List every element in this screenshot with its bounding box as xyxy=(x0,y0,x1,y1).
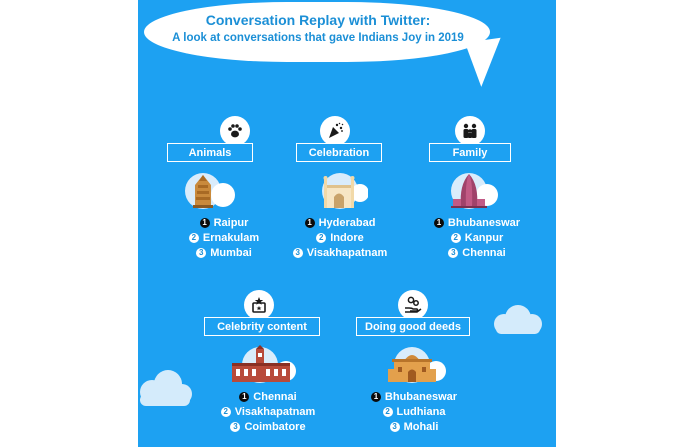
giving-hand-icon xyxy=(398,290,428,320)
category-label-animals: Animals xyxy=(167,143,253,162)
rank-list-celebrity-content xyxy=(208,389,328,434)
list-item xyxy=(208,419,328,434)
city-name: Ludhiana xyxy=(396,405,446,418)
rank-number: 3 xyxy=(390,422,400,432)
cloud-decoration-left xyxy=(138,366,196,410)
page-title: Conversation Replay with Twitter: xyxy=(205,12,431,28)
rank-number: 3 xyxy=(293,248,303,258)
city-name: Chennai xyxy=(462,246,506,259)
list-item xyxy=(164,230,284,245)
category-celebrity-content xyxy=(204,290,324,447)
list-item xyxy=(417,245,537,260)
city-name: Raipur xyxy=(213,216,249,229)
rank-list-doing-good-deeds xyxy=(354,389,474,434)
rank-number: 1 xyxy=(200,218,210,228)
city-name: Kanpur xyxy=(464,231,504,244)
lingaraj-temple-icon xyxy=(443,171,501,211)
rank-number: 3 xyxy=(230,422,240,432)
rank-number: 1 xyxy=(434,218,444,228)
charminar-icon xyxy=(310,171,368,211)
category-label-celebrity-content: Celebrity content xyxy=(204,317,320,336)
rank-number: 1 xyxy=(239,392,249,402)
category-label-family: Family xyxy=(429,143,511,162)
list-item xyxy=(208,404,328,419)
category-animals xyxy=(167,116,287,276)
family-icon xyxy=(455,116,485,146)
palace-icon xyxy=(382,345,448,385)
party-popper-icon xyxy=(320,116,350,146)
central-station-icon xyxy=(228,345,298,385)
list-item xyxy=(354,389,474,404)
rank-list-celebration xyxy=(280,215,400,260)
rank-number: 2 xyxy=(221,407,231,417)
rank-number: 2 xyxy=(451,233,461,243)
rank-number: 2 xyxy=(316,233,326,243)
list-item xyxy=(280,245,400,260)
temple-icon xyxy=(181,171,239,211)
city-name: Ernakulam xyxy=(202,231,260,244)
list-item xyxy=(417,215,537,230)
rank-number: 1 xyxy=(305,218,315,228)
rank-number: 2 xyxy=(383,407,393,417)
list-item xyxy=(208,389,328,404)
rank-list-family xyxy=(417,215,537,260)
city-name: Bhubaneswar xyxy=(384,390,458,403)
city-name: Visakhapatnam xyxy=(306,246,388,259)
list-item xyxy=(354,419,474,434)
city-name: Coimbatore xyxy=(244,420,306,433)
category-label-celebration: Celebration xyxy=(296,143,382,162)
rank-number: 3 xyxy=(196,248,206,258)
category-family xyxy=(421,116,541,276)
city-name: Bhubaneswar xyxy=(447,216,521,229)
city-name: Mumbai xyxy=(210,246,252,259)
city-name: Indore xyxy=(330,231,364,244)
paw-icon xyxy=(220,116,250,146)
rank-number: 2 xyxy=(189,233,199,243)
category-label-doing-good-deeds: Doing good deeds xyxy=(356,317,470,336)
rank-number: 3 xyxy=(448,248,458,258)
list-item xyxy=(280,230,400,245)
list-item xyxy=(164,245,284,260)
star-screen-icon xyxy=(244,290,274,320)
list-item xyxy=(417,230,537,245)
cloud-decoration-right xyxy=(486,302,546,338)
rank-list-animals xyxy=(164,215,284,260)
rank-number: 1 xyxy=(371,392,381,402)
infographic-poster xyxy=(138,0,556,447)
category-celebration xyxy=(290,116,410,276)
city-name: Chennai xyxy=(253,390,297,403)
list-item xyxy=(164,215,284,230)
category-doing-good-deeds xyxy=(356,290,476,447)
list-item xyxy=(280,215,400,230)
city-name: Visakhapatnam xyxy=(234,405,316,418)
list-item xyxy=(354,404,474,419)
city-name: Hyderabad xyxy=(318,216,376,229)
page-subtitle: A look at conversations that gave Indians Joy in 2019 xyxy=(172,32,464,44)
city-name: Mohali xyxy=(403,420,439,433)
